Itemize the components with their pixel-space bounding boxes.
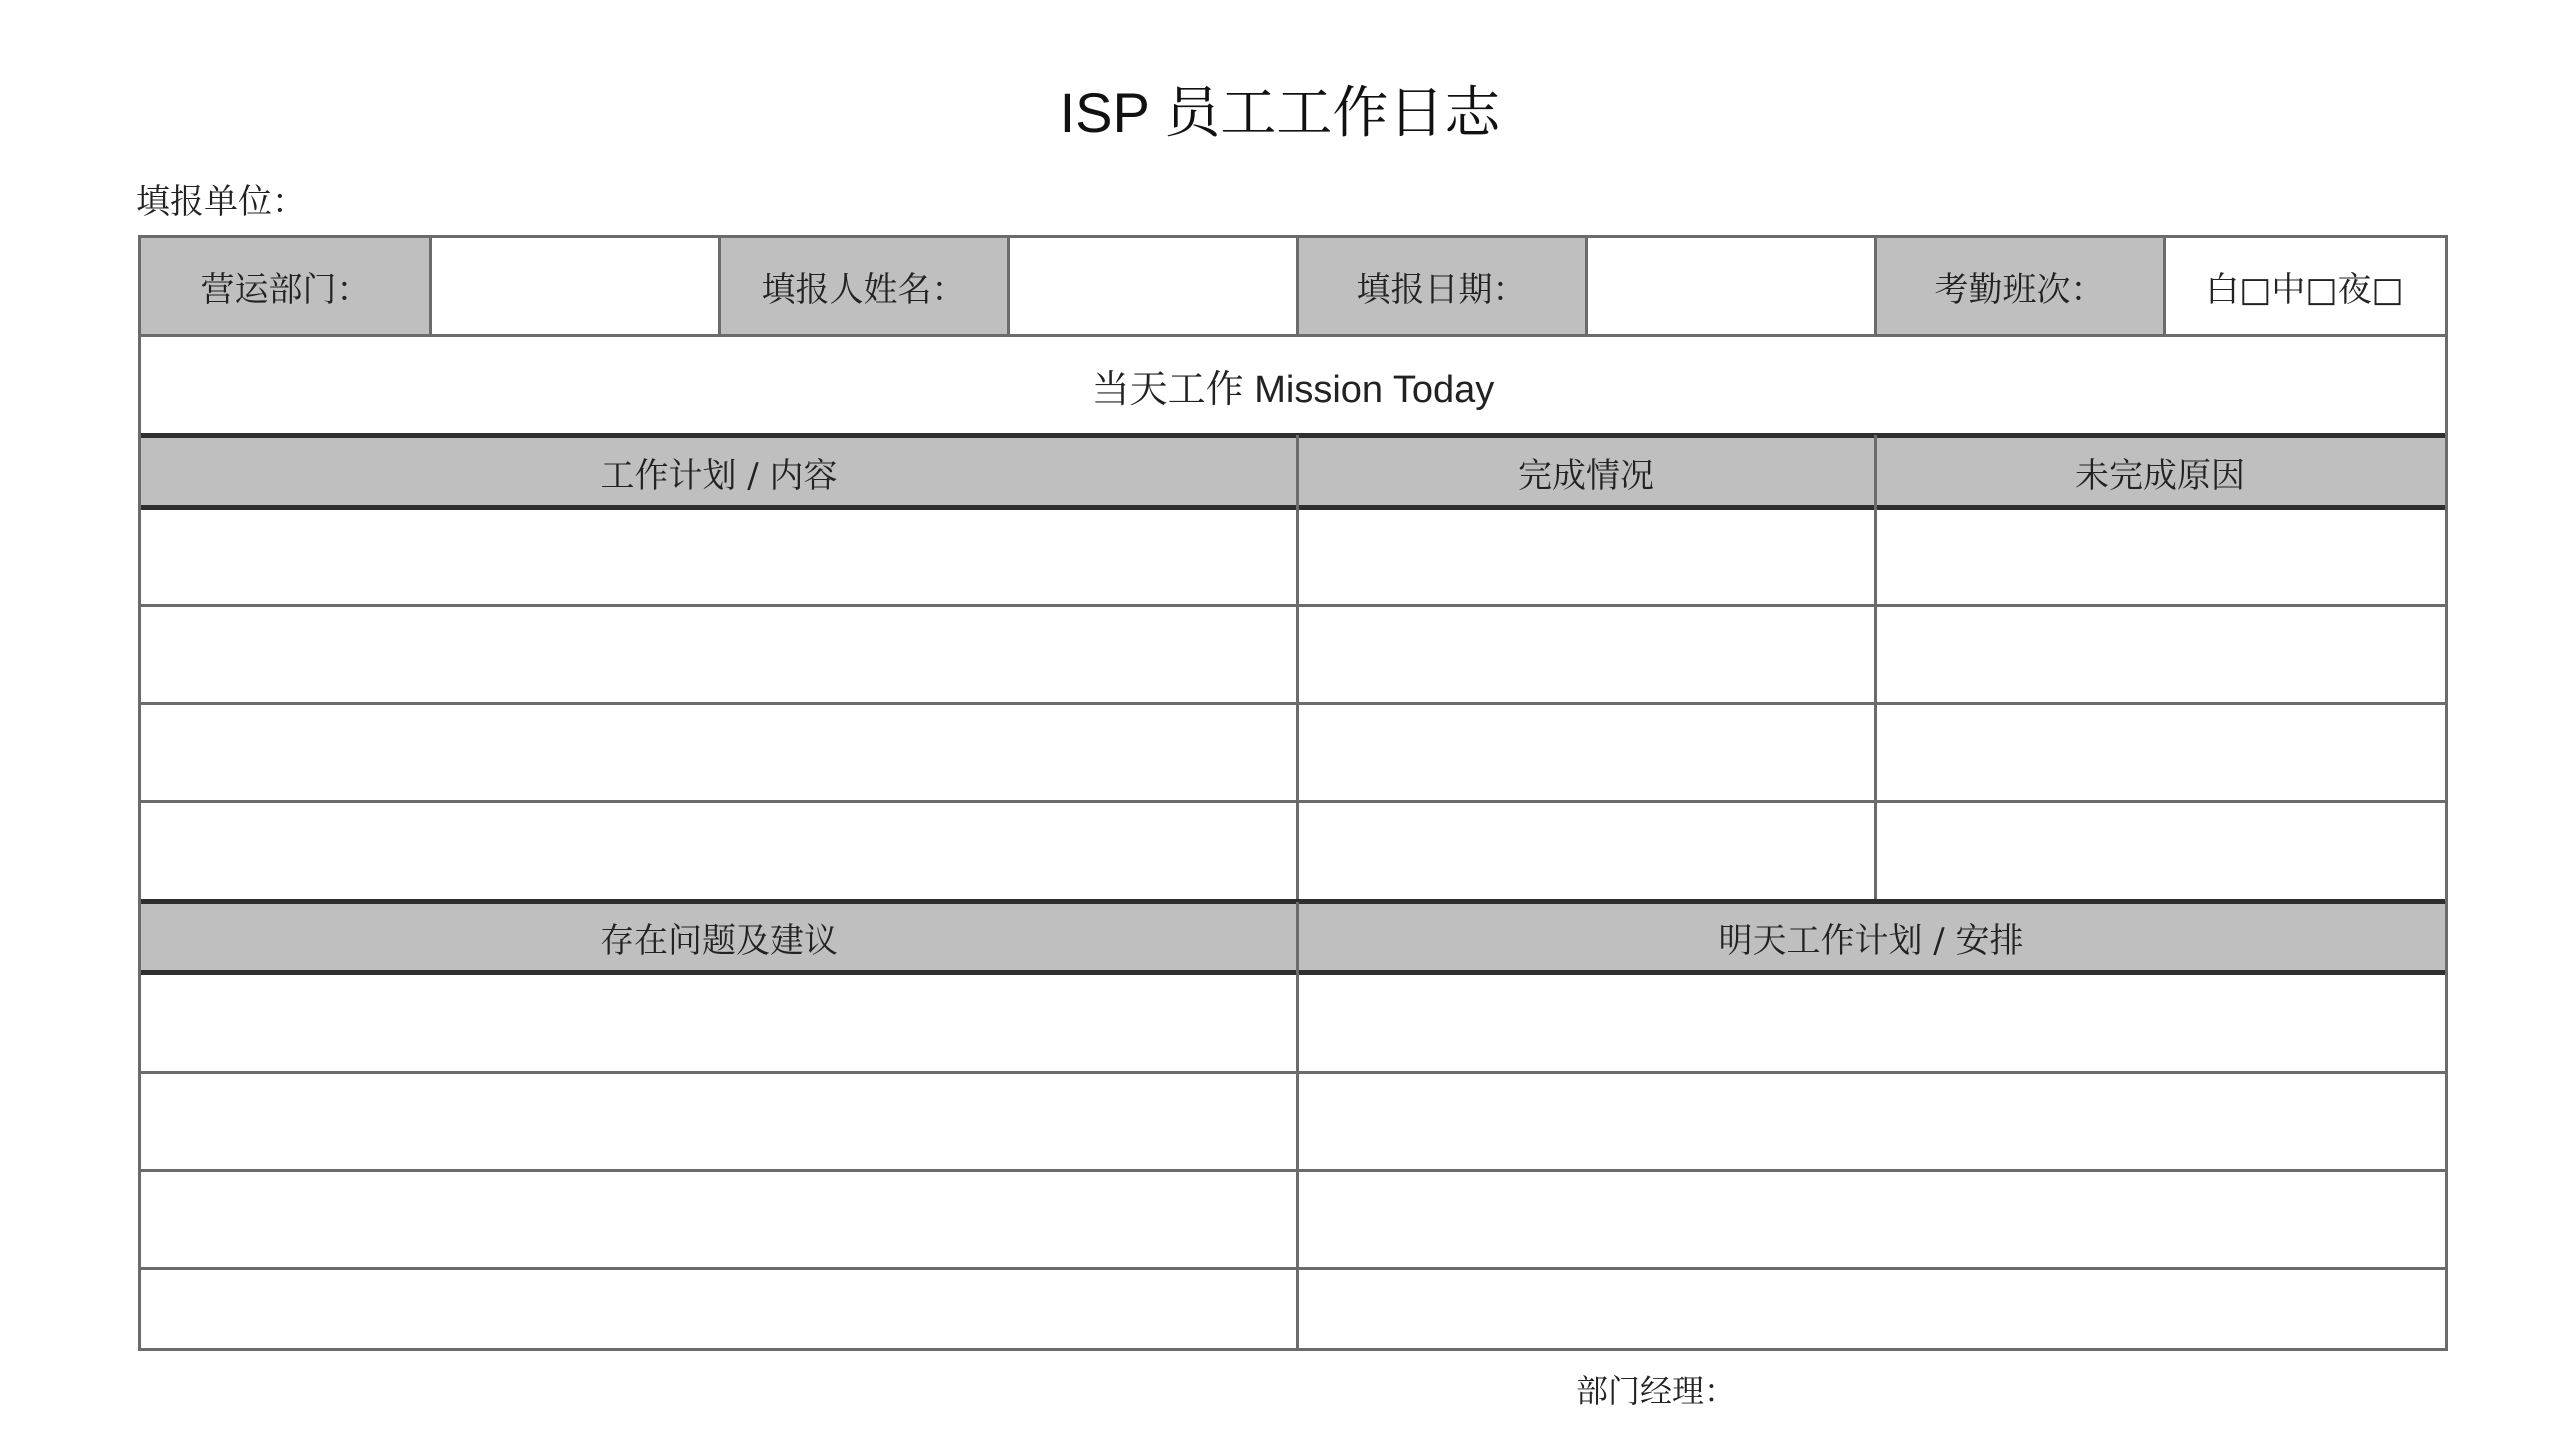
reporter-name-field[interactable]: [1008, 238, 1297, 335]
issues-cell[interactable]: [141, 1269, 1297, 1348]
grid-line: [1585, 238, 1588, 335]
grid-line: [1296, 435, 1299, 902]
grid-line: [1296, 238, 1299, 335]
tomorrow-plan-header: 明天工作计划 / 安排: [1297, 903, 2445, 972]
incomplete-reason-cell[interactable]: [1875, 704, 2445, 802]
document-title: ISP 员工工作日志: [1059, 81, 1501, 144]
tomorrow-plan-cell[interactable]: [1297, 1171, 2445, 1269]
grid-line: [1874, 435, 1877, 902]
grid-line: [141, 1169, 2445, 1172]
grid-line: [141, 1071, 2445, 1074]
grid-line: [141, 334, 2445, 337]
grid-line: [141, 604, 2445, 607]
tomorrow-plan-cell[interactable]: [1297, 1073, 2445, 1171]
department-field[interactable]: [430, 238, 719, 335]
work-plan-cell[interactable]: [141, 606, 1297, 704]
reporting-unit-label: 填报单位：: [136, 182, 306, 222]
issues-cell[interactable]: [141, 1073, 1297, 1171]
completion-status-cell[interactable]: [1297, 802, 1875, 900]
grid-line: [429, 238, 432, 335]
mission-today-heading: 当天工作 Mission Today: [1091, 368, 1495, 411]
report-date-field[interactable]: [1586, 238, 1875, 335]
tomorrow-plan-cell[interactable]: [1297, 1269, 2445, 1348]
completion-status-header: 完成情况: [1297, 437, 1875, 507]
issues-cell[interactable]: [141, 1171, 1297, 1269]
grid-line: [2163, 238, 2166, 335]
grid-line: [1874, 238, 1877, 335]
grid-line: [141, 505, 2445, 510]
shift-label: 考勤班次：: [1875, 238, 2164, 335]
work-plan-cell[interactable]: [141, 704, 1297, 802]
grid-line: [1007, 238, 1010, 335]
incomplete-reason-cell[interactable]: [1875, 802, 2445, 900]
grid-line: [1296, 902, 1299, 1348]
work-plan-header: 工作计划 / 内容: [141, 437, 1297, 507]
completion-status-cell[interactable]: [1297, 508, 1875, 606]
issues-cell[interactable]: [141, 975, 1297, 1073]
completion-status-cell[interactable]: [1297, 606, 1875, 704]
incomplete-reason-cell[interactable]: [1875, 606, 2445, 704]
department-label: 营运部门：: [141, 238, 430, 335]
incomplete-reason-header: 未完成原因: [1875, 437, 2445, 507]
issues-suggestions-header: 存在问题及建议: [141, 903, 1297, 972]
grid-line: [141, 800, 2445, 803]
department-manager-label: 部门经理：: [1576, 1372, 1737, 1410]
grid-line: [141, 702, 2445, 705]
incomplete-reason-cell[interactable]: [1875, 508, 2445, 606]
grid-line: [141, 1267, 2445, 1270]
work-plan-cell[interactable]: [141, 802, 1297, 900]
reporter-name-label: 填报人姓名：: [719, 238, 1008, 335]
completion-status-cell[interactable]: [1297, 704, 1875, 802]
work-log-form: [138, 235, 2448, 1351]
grid-line: [141, 433, 2445, 438]
work-plan-cell[interactable]: [141, 508, 1297, 606]
report-date-label: 填报日期：: [1297, 238, 1586, 335]
tomorrow-plan-cell[interactable]: [1297, 975, 2445, 1073]
grid-line: [141, 970, 2445, 975]
shift-options[interactable]: 白□中□夜□: [2205, 270, 2404, 310]
grid-line: [141, 899, 2445, 904]
grid-line: [718, 238, 721, 335]
